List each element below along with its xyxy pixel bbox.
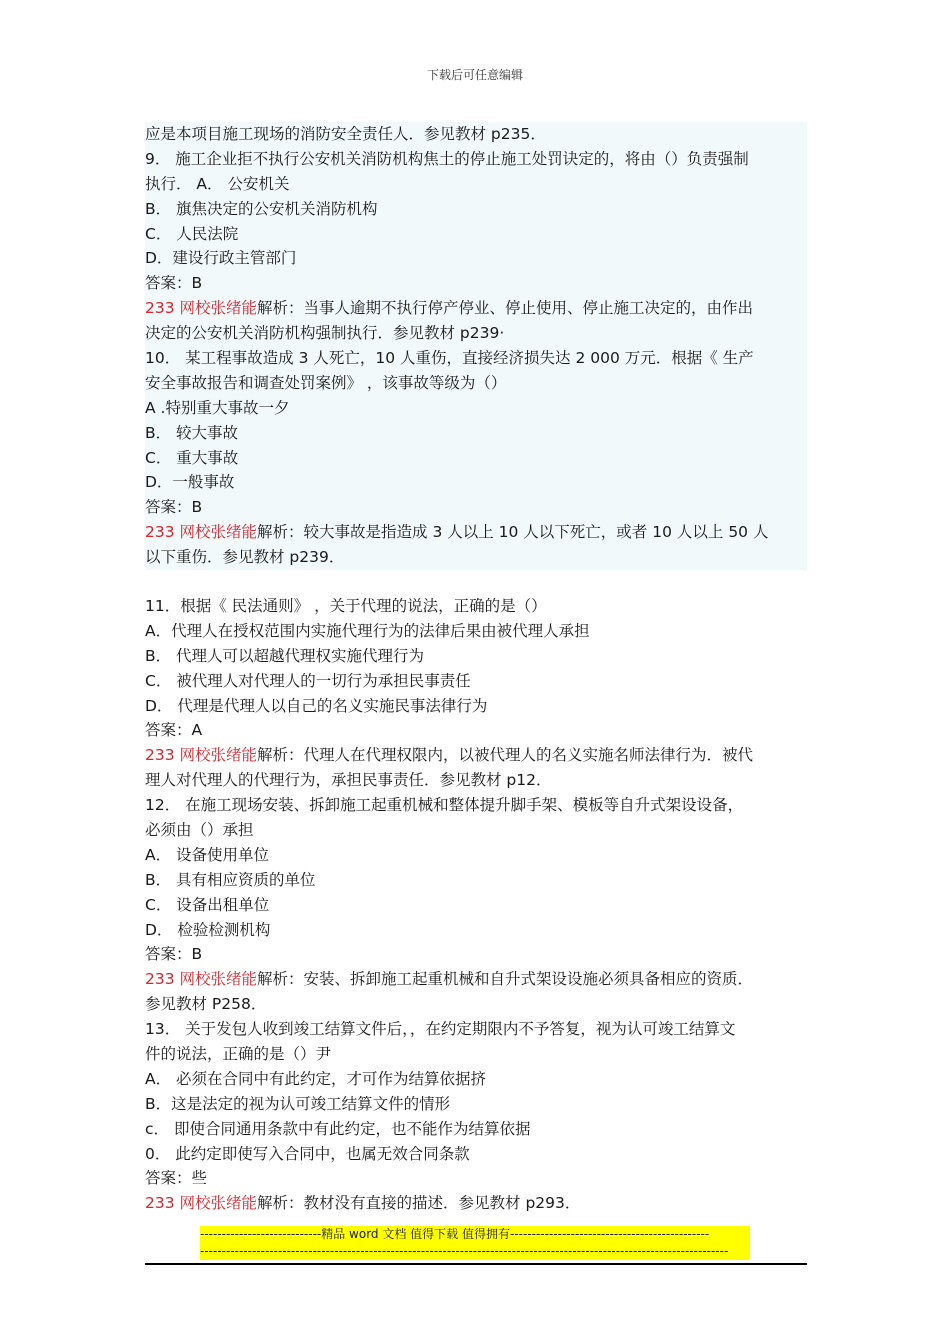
question-line: 件的说法，正确的是（）尹: [145, 1045, 332, 1064]
option-line: C． 设备出租单位: [145, 895, 270, 914]
footer-line-1: ----------------------------精品 word 文档 值得下载 值得拥有----------------------------------------------: [200, 1227, 710, 1241]
answer-line: 答案：B: [145, 945, 203, 964]
question-line: 执行． A． 公安机关: [145, 174, 290, 193]
analysis-line: [145, 743, 807, 768]
analysis-line: 参见教材 P258．: [145, 995, 267, 1014]
source-label: 233 网校张绪能: [145, 299, 258, 318]
source-label: 233 网校张绪能: [145, 1194, 258, 1213]
page-header: 下载后可任意编辑: [426, 68, 523, 82]
source-label: 233 网校张绪能: [145, 746, 258, 765]
option-line: C． 被代理人对代理人的一切行为承担民事责任: [145, 671, 471, 690]
analysis-line: [145, 520, 807, 545]
option-line: B． 具有相应资质的单位: [145, 870, 316, 889]
answer-line: 答案：B: [145, 274, 203, 293]
option-line: B． 代理人可以超越代理权实施代理行为: [145, 646, 425, 665]
analysis-line: 理人对代理人的代理行为，承担民事责任．参见教材 p12．: [145, 771, 552, 790]
analysis-line: 以下重伤．参见教材 p239．: [145, 548, 345, 567]
question-line: 10． 某工程事故造成 3 人死亡，10 人重伤，直接经济损失达 2 000 万元．根据《 生产: [145, 349, 754, 368]
question-line: 9． 施工企业拒不执行公安机关消防机构焦土的停止施工处罚诀定的，将由（）负责强制: [145, 149, 749, 168]
analysis-text: 解析：代理人在代理权限内，以被代理人的名义实施名师法律行为．被代: [257, 746, 754, 765]
option-line: C． 人民法院: [145, 224, 239, 243]
analysis-text: 解析：安装、拆卸施工起重机械和自升式架设设施必须具备相应的资质．: [257, 970, 754, 989]
question-line: 13． 关于发包人收到竣工结算文件后，，在约定期限内不予答复，视为认可竣工结算文: [145, 1020, 736, 1039]
option-line: D． 代理是代理人以自己的名义实施民事法律行为: [145, 696, 488, 715]
question-line: 必须由（）承担: [145, 821, 254, 840]
option-line: A． 设备使用单位: [145, 845, 270, 864]
option-line: A．代理人在授权范围内实施代理行为的法律后果由被代理人承担: [145, 621, 590, 640]
footer-line-2: --------------------------------------------------------------------------------------------------------------------------: [200, 1244, 729, 1258]
question-block-1: [145, 122, 807, 570]
option-line: A． 必须在合同中有此约定，才可作为结算依据挤: [145, 1069, 487, 1088]
option-line: D．建设行政主管部门: [145, 249, 297, 268]
footer-banner: [200, 1226, 750, 1260]
footer-rule: [145, 1263, 807, 1265]
analysis-line: [145, 296, 807, 321]
option-line: B． 旗焦决定的公安机关消防机构: [145, 199, 378, 218]
option-line: c． 即使合同通用条款中有此约定，也不能作为结算依据: [145, 1119, 531, 1138]
source-label: 233 网校张绪能: [145, 523, 258, 542]
analysis-text: 解析：较大事故是指造成 3 人以上 10 人以下死亡，或者 10 人以上 50 人: [257, 523, 769, 542]
analysis-line: [145, 967, 807, 992]
option-line: B． 较大事故: [145, 423, 239, 442]
answer-line: 答案：A: [145, 721, 203, 740]
analysis-text: 解析：当事人逾期不执行停产停业、停止使用、停止施工决定的，由作出: [257, 299, 754, 318]
option-line: D．一般事故: [145, 473, 235, 492]
option-line: B．这是法定的视为认可竣工结算文件的情形: [145, 1094, 451, 1113]
answer-line: 答案：些: [145, 1169, 208, 1188]
option-line: C． 重大事故: [145, 448, 239, 467]
analysis-line: [145, 1191, 807, 1216]
analysis-text: 解析：教材没有直接的描述．参见教材 p293．: [257, 1194, 581, 1213]
option-line: 0． 此约定即使写入合同中，也属无效合同条款: [145, 1144, 470, 1163]
analysis-line: 决定的公安机关消防机构强制执行．参见教材 p239·: [145, 324, 505, 343]
answer-line: 答案：B: [145, 498, 203, 517]
text-line: 应是本项目施工现场的消防安全责任人．参见教材 p235．: [145, 125, 546, 143]
question-line: 12． 在施工现场安装、拆卸施工起重机械和整体提升脚手架、模板等自升式架设设备，: [145, 796, 744, 815]
question-line: 安全事故报告和调查处罚案例》 ，该事故等级为（）: [145, 373, 507, 392]
option-line: A .特别重大事故一夕: [145, 398, 290, 417]
option-line: D． 检验检测机构: [145, 920, 271, 939]
question-line: 11．根据《 民法通则》 ，关于代理的说法，正确的是（）: [145, 597, 547, 615]
source-label: 233 网校张绪能: [145, 970, 258, 989]
question-block-2: [145, 594, 807, 1216]
